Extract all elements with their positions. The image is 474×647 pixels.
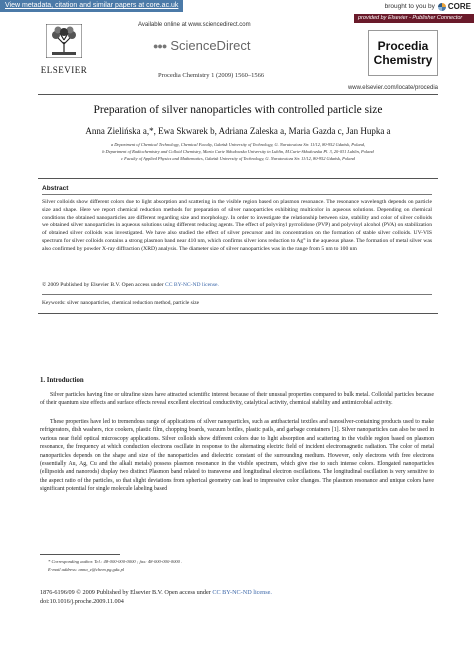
article-authors: Anna Zielińska a,*, Ewa Skwarek b, Adriana Zaleska a, Maria Gazda c, Jan Hupka a — [85, 126, 391, 136]
issn-text: 1876-6196/09 © 2009 Published by Elsevier B.V. Open access under — [40, 589, 213, 596]
core-metadata-link[interactable] — [0, 0, 183, 12]
sciencedirect-logo — [153, 38, 251, 53]
journal-title-line1: Procedia — [377, 39, 429, 53]
affiliation-c: c Faculty of Applied Physics and Mathematics, Gdańsk University of Technology, G. Narutowicza Str. 11/12, 80-952 Gdańsk, Poland — [121, 156, 355, 161]
brought-by-text: brought to you by — [384, 3, 435, 10]
journal-title-box — [368, 30, 438, 76]
doi[interactable]: doi:10.1016/j.proche.2009.11.004 — [40, 598, 124, 605]
available-online: Available online at www.sciencedirect.com — [138, 22, 251, 28]
core-icon — [438, 3, 446, 11]
elsevier-logo — [38, 24, 90, 82]
abstract-text: Silver colloids show different colors due to light absorption and scattering in the visible region based on plasmon resonance. The resonance wavelength depends on particle size and shape. Here we report chemical reduction methods for preparation of silver nanoparticles exhibiting multicolor in aqueous solutions. Depending on chemical conditions the obtained nanoparticles are different regarding size and morphology. In order to investigate the relationship between size, stability and color of silver colloids we obtained silver nanoparticles in aqueous solutions using different reducing agents. The effect of polyvinyl pyrrolidone (PVP) and polyvinyl alcohol (PVA) on stabilization of obtained silver colloids was investigated. We have also studied the effect of silver precursor and its concentration on the formation of stable silver colloids. UV-VIS spectrum for silver colloids contains a strong plasmon band near 410 nm, which confirms silver ions reduction to Ag° in the aqueous phase. The formation of metal silver was also confirmed by powder X-ray diffraction (XRD) analysis. The diameter size of silver nanoparticles was in the range from 5 nm to 100 nm — [42, 199, 432, 252]
abstract-heading: Abstract — [42, 185, 69, 192]
abstract-heading-divider — [42, 194, 432, 195]
provided-by-text: provided by Elsevier - Publisher Connector — [358, 15, 463, 21]
abstract-top-divider — [38, 178, 438, 179]
core-banner — [0, 0, 474, 14]
license-line — [42, 282, 219, 288]
section-heading-introduction: 1. Introduction — [40, 377, 84, 384]
license-prefix: © 2009 Published by Elsevier B.V. Open access under — [42, 282, 165, 288]
issn-line — [40, 588, 272, 597]
footnote-email: E-mail address: anna_z@chem.pg.gda.pl — [48, 567, 125, 572]
journal-header — [38, 14, 438, 84]
core-metadata-link-text[interactable]: View metadata, citation and similar papers at core.ac.uk — [5, 2, 179, 9]
issn-license-link[interactable]: CC BY-NC-ND license. — [212, 589, 272, 596]
footnote-divider — [40, 554, 120, 555]
footnote-corresponding-author: * Corresponding author. Tel.: 48-000-000-0000 ; fax: 48-000-000-0000 . — [48, 559, 183, 564]
core-logo[interactable] — [438, 1, 471, 12]
issn-block — [40, 588, 272, 606]
affiliation-b: b Department of Radiochemistry and Colloid Chemistry, Maria Curie Skłodowska University in Lublin, M.Curie-Skłodowska Pl. 3, 20-031 Lublin, Poland — [102, 149, 374, 154]
abstract-bottom-divider — [38, 313, 438, 314]
keywords-divider — [42, 294, 432, 295]
intro-paragraph-1: Silver particles having fine or ultrafine sizes have attracted scientific interest because of their unusual properties compared to bulk metal. Colloidal particles because of their quantum size effects and surface effects reveal excellent electrical conductivity, catalytical activity, chemical stability and antimicrobial activity. — [40, 392, 434, 407]
elsevier-wordmark: ELSEVIER — [40, 65, 88, 75]
sciencedirect-dots-icon: ●●● — [153, 40, 167, 51]
intro-paragraph-2: These properties have led to tremendous range of applications of silver nanoparticles, such as antibacterial textiles and nanosilver-containing products used to make refrigerators, dish washers, rice cookers, plastic film, chopping boards, vacuum bottles, plastic pails, and garbage containers [1]. Silver nanoparticles can also be used in various near field optical microscopy applications. Silver colloids show different colors due to light absorption and scattering in the visible region based on plasmon resonance, the frequency at which conduction electrons oscillate in response to the alternating electric field of incident electromagnetic radiation. The color of metal nanoparticles depends on the shape and size of the nanoparticles and dielectric constant of the surrounding medium. However, only electrons with free electrons (essentially Au, Ag, Cu and the alkali metals) possess plasmon resonance in the visible spectrum, which give rise to such intense colors. Elongated nanoparticles (ellipsoids and nanorods) display two distinct Plasmon band related to transverse and longitudinal electron oscillations. The longitudinal oscillation is very sensitive to the aspect ratio of the particles, so that slight deviations from spherical geometry can lead to impressive color changes. The plasmon resonance and unique colors have significant potential for single molecule labeling based — [40, 419, 434, 493]
header-divider — [38, 94, 438, 95]
core-name: CORE — [447, 2, 471, 11]
journal-url: www.elsevier.com/locate/procedia — [347, 85, 438, 91]
journal-title-line2: Chemistry — [373, 53, 433, 67]
journal-reference: Procedia Chemistry 1 (2009) 1560–1566 — [158, 72, 265, 79]
affiliation-a: a Department of Chemical Technology, Chemical Faculty, Gdańsk University of Technology, G. Narutowicza Str. 11/12, 80-952 Gdańsk, Poland, — [110, 142, 366, 147]
license-link[interactable]: CC BY-NC-ND license. — [165, 282, 219, 288]
article-title: Preparation of silver nanoparticles with controlled particle size — [93, 104, 383, 116]
keywords: Keywords: silver nanoparticles, chemical reduction method, particle size — [42, 300, 200, 306]
core-brand[interactable] — [385, 1, 471, 12]
sciencedirect-name: ScienceDirect — [170, 38, 251, 53]
elsevier-tree-icon — [46, 24, 82, 58]
